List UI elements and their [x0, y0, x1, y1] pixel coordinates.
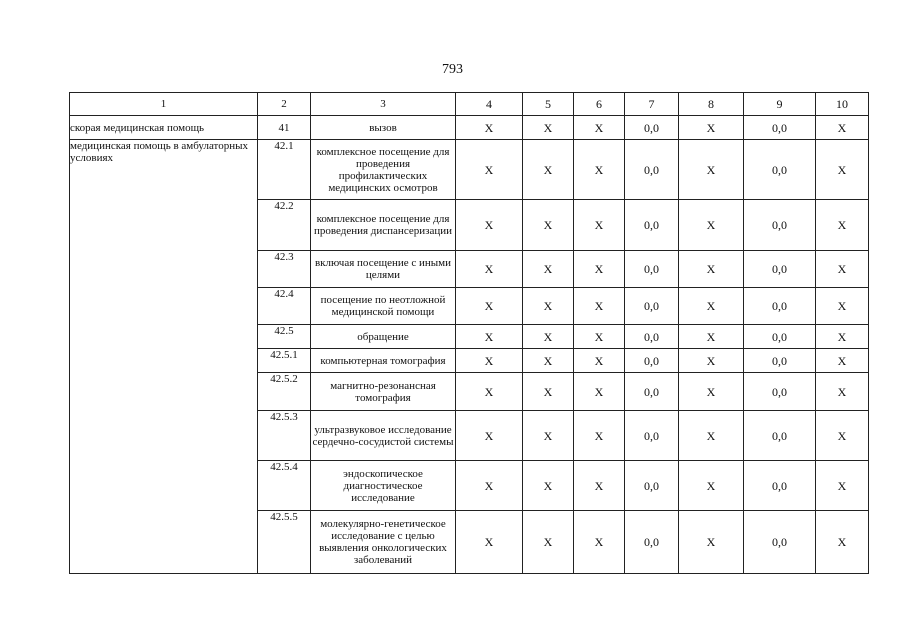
code-cell: 41 [258, 116, 311, 140]
code-cell: 42.5.3 [258, 411, 311, 461]
value-cell: Х [816, 325, 869, 349]
value-cell: Х [456, 349, 523, 373]
value-cell: 0,0 [744, 461, 816, 511]
value-cell: Х [679, 511, 744, 574]
value-cell: 0,0 [625, 116, 679, 140]
value-cell: Х [574, 349, 625, 373]
page-number: 793 [442, 62, 463, 77]
table-row [70, 116, 869, 140]
value-cell: 0,0 [625, 251, 679, 288]
value-cell: Х [456, 116, 523, 140]
data-table [69, 92, 869, 574]
value-cell: Х [679, 200, 744, 251]
code-cell: 42.5.4 [258, 461, 311, 511]
value-cell: Х [816, 288, 869, 325]
header-cell: 10 [816, 93, 869, 116]
header-cell: 8 [679, 93, 744, 116]
section-cell: медицинская помощь в амбулаторных условиях [70, 140, 258, 574]
value-cell: Х [816, 511, 869, 574]
value-cell: Х [456, 200, 523, 251]
value-cell: Х [574, 373, 625, 411]
name-cell: ультразвуковое исследование сердечно-сосудистой системы [311, 411, 456, 461]
code-cell: 42.2 [258, 200, 311, 251]
header-row [70, 93, 869, 116]
value-cell: Х [456, 511, 523, 574]
value-cell: Х [574, 511, 625, 574]
value-cell: Х [816, 116, 869, 140]
name-cell: вызов [311, 116, 456, 140]
value-cell: Х [456, 461, 523, 511]
value-cell: 0,0 [744, 200, 816, 251]
value-cell: Х [679, 116, 744, 140]
name-cell: компьютерная томография [311, 349, 456, 373]
value-cell: Х [816, 200, 869, 251]
value-cell: Х [679, 411, 744, 461]
value-cell: 0,0 [625, 140, 679, 200]
value-cell: 0,0 [625, 200, 679, 251]
value-cell: 0,0 [625, 461, 679, 511]
value-cell: Х [574, 288, 625, 325]
value-cell: 0,0 [744, 288, 816, 325]
name-cell: обращение [311, 325, 456, 349]
code-cell: 42.5.5 [258, 511, 311, 574]
value-cell: Х [679, 251, 744, 288]
header-cell: 3 [311, 93, 456, 116]
value-cell: Х [816, 411, 869, 461]
value-cell: Х [679, 325, 744, 349]
value-cell: 0,0 [744, 116, 816, 140]
value-cell: Х [679, 288, 744, 325]
name-cell: магнитно-резонансная томография [311, 373, 456, 411]
value-cell: Х [574, 140, 625, 200]
code-cell: 42.5 [258, 325, 311, 349]
value-cell: Х [523, 373, 574, 411]
code-cell: 42.4 [258, 288, 311, 325]
value-cell: Х [456, 140, 523, 200]
value-cell: Х [523, 349, 574, 373]
value-cell: Х [523, 288, 574, 325]
code-cell: 42.1 [258, 140, 311, 200]
value-cell: 0,0 [744, 511, 816, 574]
name-cell: посещение по неотложной медицинской помощи [311, 288, 456, 325]
value-cell: 0,0 [744, 373, 816, 411]
value-cell: Х [456, 288, 523, 325]
header-cell: 9 [744, 93, 816, 116]
value-cell: Х [816, 140, 869, 200]
code-cell: 42.5.2 [258, 373, 311, 411]
value-cell: Х [816, 349, 869, 373]
code-cell: 42.3 [258, 251, 311, 288]
value-cell: Х [456, 251, 523, 288]
header-cell: 7 [625, 93, 679, 116]
value-cell: Х [523, 116, 574, 140]
value-cell: Х [574, 251, 625, 288]
value-cell: 0,0 [625, 325, 679, 349]
value-cell: Х [523, 461, 574, 511]
value-cell: 0,0 [625, 411, 679, 461]
code-cell: 42.5.1 [258, 349, 311, 373]
value-cell: Х [816, 373, 869, 411]
name-cell: комплексное посещение для проведения профилактических медицинских осмотров [311, 140, 456, 200]
value-cell: 0,0 [744, 349, 816, 373]
value-cell: Х [456, 373, 523, 411]
value-cell: Х [574, 411, 625, 461]
value-cell: Х [523, 251, 574, 288]
value-cell: 0,0 [625, 373, 679, 411]
value-cell: Х [679, 349, 744, 373]
header-cell: 2 [258, 93, 311, 116]
name-cell: эндоскопическое диагностическое исследование [311, 461, 456, 511]
name-cell: включая посещение с иными целями [311, 251, 456, 288]
value-cell: Х [523, 411, 574, 461]
header-cell: 6 [574, 93, 625, 116]
value-cell: Х [574, 200, 625, 251]
value-cell: 0,0 [744, 140, 816, 200]
section-cell: скорая медицинская помощь [70, 116, 258, 140]
value-cell: 0,0 [744, 251, 816, 288]
value-cell: Х [456, 411, 523, 461]
value-cell: 0,0 [625, 349, 679, 373]
value-cell: Х [574, 116, 625, 140]
header-cell: 5 [523, 93, 574, 116]
value-cell: 0,0 [625, 511, 679, 574]
value-cell: 0,0 [744, 411, 816, 461]
header-cell: 1 [70, 93, 258, 116]
value-cell: Х [456, 325, 523, 349]
value-cell: Х [523, 325, 574, 349]
value-cell: Х [574, 325, 625, 349]
header-cell: 4 [456, 93, 523, 116]
value-cell: Х [816, 251, 869, 288]
value-cell: Х [679, 373, 744, 411]
value-cell: 0,0 [744, 325, 816, 349]
value-cell: Х [679, 461, 744, 511]
value-cell: Х [523, 511, 574, 574]
name-cell: комплексное посещение для проведения диспансеризации [311, 200, 456, 251]
value-cell: 0,0 [625, 288, 679, 325]
name-cell: молекулярно-генетическое исследование с целью выявления онкологических заболеваний [311, 511, 456, 574]
value-cell: Х [523, 200, 574, 251]
value-cell: Х [679, 140, 744, 200]
value-cell: Х [816, 461, 869, 511]
value-cell: Х [574, 461, 625, 511]
value-cell: Х [523, 140, 574, 200]
table-row [70, 140, 869, 200]
